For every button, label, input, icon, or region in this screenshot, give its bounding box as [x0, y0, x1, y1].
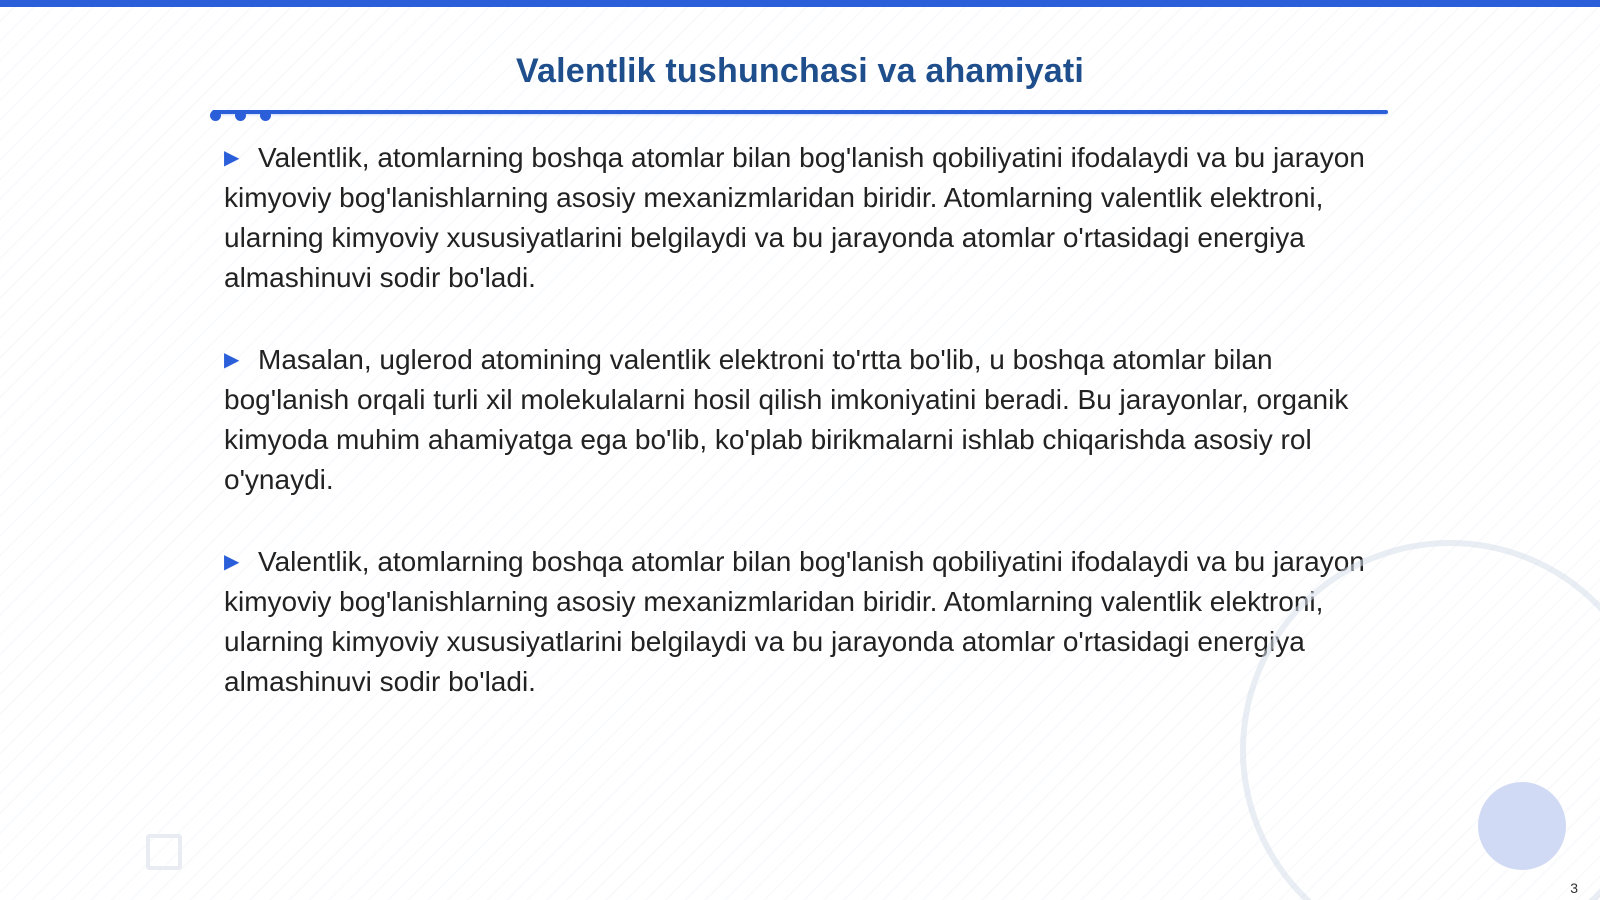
page-number: 3: [1570, 880, 1578, 896]
triangle-bullet-icon: ▶: [224, 147, 240, 169]
bullet-text: Valentlik, atomlarning boshqa atomlar bilan bog'lanish qobiliyatini ifodalaydi va bu jarayon kimyoviy bog'lanishlarning asosiy mexanizmlaridan biridir. Atomlarning valentlik elektroni, ularning kimyoviy xususiyatlarini belgilaydi va bu jarayonda atomlar o'rtasidagi energiya almashinuvi sodir bo'ladi.: [224, 546, 1365, 697]
triangle-bullet-icon: ▶: [224, 551, 240, 573]
bullet-text: Masalan, uglerod atomining valentlik elektroni to'rtta bo'lib, u boshqa atomlar bilan bog'lanish orqali turli xil molekulalarni hosil qilish imkoniyatini beradi. Bu jarayonlar, organik kimyoda muhim ahamiyatga ega bo'lib, ko'plab birikmalarni ishlab chiqarishda asosiy rol o'ynaydi.: [224, 344, 1349, 495]
underline-dot: [235, 110, 246, 121]
decorative-circle: [1478, 782, 1566, 870]
bullet-item: [224, 542, 1384, 702]
slide-title: Valentlik tushunchasi va ahamiyati: [515, 52, 1085, 90]
bullet-text: Valentlik, atomlarning boshqa atomlar bilan bog'lanish qobiliyatini ifodalaydi va bu jarayon kimyoviy bog'lanishlarning asosiy mexanizmlaridan biridir. Atomlarning valentlik elektroni, ularning kimyoviy xususiyatlarini belgilaydi va bu jarayonda atomlar o'rtasidagi energiya almashinuvi sodir bo'ladi.: [224, 142, 1365, 293]
decorative-square: [146, 834, 182, 870]
triangle-bullet-icon: ▶: [224, 349, 240, 371]
bullet-item: [224, 340, 1384, 500]
bullet-item: [224, 138, 1384, 298]
title-underline: [212, 110, 1388, 114]
underline-dot: [260, 110, 271, 121]
bullet-list: [224, 138, 1384, 744]
top-accent-bar: [0, 0, 1600, 7]
underline-dot: [210, 110, 221, 121]
